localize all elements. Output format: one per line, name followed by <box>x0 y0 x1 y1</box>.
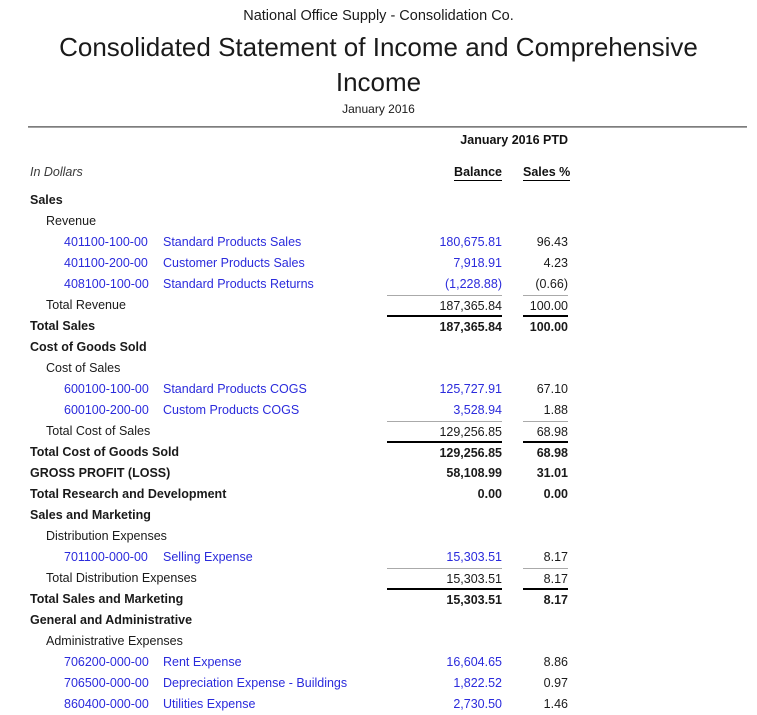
row-label-cell <box>30 484 387 505</box>
account-description-link[interactable]: Standard Products Returns <box>163 277 314 291</box>
sales-pct-value: 0.00 <box>543 487 568 501</box>
row-label: Cost of Goods Sold <box>30 340 147 354</box>
row-label: Administrative Expenses <box>46 634 183 648</box>
total-row <box>0 421 757 442</box>
header-divider <box>28 126 747 128</box>
sales-pct-value: 68.98 <box>523 421 568 443</box>
sales-pct-value: 100.00 <box>523 295 568 317</box>
sales-pct-value: 96.43 <box>536 235 568 249</box>
report-title: Consolidated Statement of Income and Comprehensive Income <box>59 32 698 97</box>
row-label-cell <box>30 610 387 631</box>
account-number-link[interactable]: 600100-200-00 <box>64 403 149 417</box>
total-row <box>0 295 757 316</box>
company-name: National Office Supply - Consolidation Co. <box>243 8 514 24</box>
account-description-link[interactable]: Customer Products Sales <box>163 256 305 270</box>
sales-pct-value: 1.46 <box>543 697 568 711</box>
balance-value[interactable]: 2,730.50 <box>453 697 502 711</box>
row-label-cell <box>30 337 387 358</box>
section-row <box>0 190 757 211</box>
account-description-link[interactable]: Standard Products Sales <box>163 235 302 249</box>
account-number-link[interactable]: 401100-200-00 <box>64 256 148 270</box>
sales-pct-value: 8.17 <box>523 588 568 611</box>
sales-pct-value: 0.97 <box>543 676 568 690</box>
row-label-cell <box>30 358 387 379</box>
balance-value: 187,365.84 <box>387 295 502 317</box>
sales-pct-value: 67.10 <box>536 382 568 396</box>
balance-value: 129,256.85 <box>387 441 502 464</box>
sales-pct-value: 8.17 <box>543 550 568 564</box>
row-label: Distribution Expenses <box>46 529 167 543</box>
sales-pct-value: (0.66) <box>535 277 568 291</box>
row-label-cell <box>30 400 387 421</box>
balance-value[interactable]: 16,604.65 <box>446 655 502 669</box>
sales-pct-column-header: Sales % <box>523 165 571 179</box>
section-row <box>0 505 757 526</box>
balance-value: 0.00 <box>477 487 502 501</box>
row-label: Sales <box>30 193 63 207</box>
account-number-link[interactable]: 701100-000-00 <box>64 550 148 564</box>
balance-value: 15,303.51 <box>387 588 502 611</box>
row-label-cell <box>30 253 387 274</box>
section-row <box>0 610 757 631</box>
account-number-link[interactable]: 600100-100-00 <box>64 382 149 396</box>
total-row <box>0 589 757 610</box>
balance-column-header: Balance <box>454 165 502 179</box>
period-header: January 2016 PTD <box>460 133 568 147</box>
row-label-cell <box>30 190 387 211</box>
account-row <box>0 673 757 694</box>
row-label: Total Sales <box>30 319 96 333</box>
account-number-link[interactable]: 706200-000-00 <box>64 655 149 669</box>
account-description-link[interactable]: Selling Expense <box>163 550 253 564</box>
account-row <box>0 400 757 421</box>
total-row <box>0 463 757 484</box>
account-number-link[interactable]: 401100-100-00 <box>64 235 148 249</box>
row-label: Sales and Marketing <box>30 508 151 522</box>
row-label-cell <box>30 673 387 694</box>
sales-pct-value: 8.17 <box>523 568 568 590</box>
row-label-cell <box>30 421 387 442</box>
account-number-link[interactable]: 408100-100-00 <box>64 277 149 291</box>
balance-value[interactable]: 1,822.52 <box>453 676 502 690</box>
row-label-cell <box>30 505 387 526</box>
row-label: Cost of Sales <box>46 361 121 375</box>
report-body <box>0 190 757 715</box>
row-label-cell <box>30 526 387 547</box>
total-row <box>0 442 757 463</box>
row-label: Total Cost of Goods Sold <box>30 445 180 459</box>
row-label-cell <box>30 463 387 484</box>
account-row <box>0 694 757 715</box>
row-label: Total Sales and Marketing <box>30 592 184 606</box>
balance-value[interactable]: 15,303.51 <box>446 550 502 564</box>
section-row <box>0 211 757 232</box>
account-row <box>0 253 757 274</box>
report-subtitle: January 2016 <box>342 102 415 116</box>
row-label: General and Administrative <box>30 613 193 627</box>
sales-pct-value: 4.23 <box>543 256 568 270</box>
balance-value[interactable]: 3,528.94 <box>453 403 502 417</box>
sales-pct-value: 31.01 <box>536 466 568 480</box>
sales-pct-value: 68.98 <box>523 441 568 464</box>
section-row <box>0 337 757 358</box>
row-label: Revenue <box>46 214 97 228</box>
section-row <box>0 526 757 547</box>
row-label-cell <box>30 547 387 568</box>
column-header-row <box>0 162 757 183</box>
account-number-link[interactable]: 706500-000-00 <box>64 676 149 690</box>
sales-pct-value: 8.86 <box>543 655 568 669</box>
account-row <box>0 379 757 400</box>
balance-value: 129,256.85 <box>387 421 502 443</box>
row-label: Total Research and Development <box>30 487 227 501</box>
row-label-cell <box>30 442 387 463</box>
row-label-cell <box>30 589 387 610</box>
row-label: GROSS PROFIT (LOSS) <box>30 466 171 480</box>
row-label-cell <box>30 232 387 253</box>
balance-value[interactable]: (1,228.88) <box>445 277 502 291</box>
balance-value: 58,108.99 <box>446 466 502 480</box>
balance-value: 15,303.51 <box>387 568 502 590</box>
row-label: Total Revenue <box>46 298 126 312</box>
total-row <box>0 568 757 589</box>
row-label-cell <box>30 295 387 316</box>
row-label-cell <box>30 568 387 589</box>
units-label: In Dollars <box>30 165 83 179</box>
row-label-cell <box>30 274 387 295</box>
account-row <box>0 547 757 568</box>
sales-pct-value: 100.00 <box>523 315 568 338</box>
row-label-cell <box>30 379 387 400</box>
sales-pct-value: 1.88 <box>543 403 568 417</box>
account-number-link[interactable]: 860400-000-00 <box>64 697 149 711</box>
section-row <box>0 631 757 652</box>
row-label-cell <box>30 652 387 673</box>
account-description-link[interactable]: Depreciation Expense - Buildings <box>163 676 348 690</box>
balance-value[interactable]: 125,727.91 <box>439 382 502 396</box>
balance-value: 187,365.84 <box>387 315 502 338</box>
account-description-link[interactable]: Standard Products COGS <box>163 382 307 396</box>
account-row <box>0 274 757 295</box>
row-label-cell <box>30 694 387 715</box>
row-label-cell <box>30 316 387 337</box>
row-label-cell <box>30 631 387 652</box>
account-description-link[interactable]: Rent Expense <box>163 655 242 669</box>
row-label: Total Cost of Sales <box>46 424 151 438</box>
account-row <box>0 652 757 673</box>
section-row <box>0 358 757 379</box>
account-description-link[interactable]: Utilities Expense <box>163 697 256 711</box>
row-label-cell <box>30 211 387 232</box>
account-row <box>0 232 757 253</box>
balance-value[interactable]: 180,675.81 <box>439 235 502 249</box>
total-row <box>0 484 757 505</box>
total-row <box>0 316 757 337</box>
account-description-link[interactable]: Custom Products COGS <box>163 403 300 417</box>
row-label: Total Distribution Expenses <box>46 571 197 585</box>
balance-value[interactable]: 7,918.91 <box>453 256 502 270</box>
